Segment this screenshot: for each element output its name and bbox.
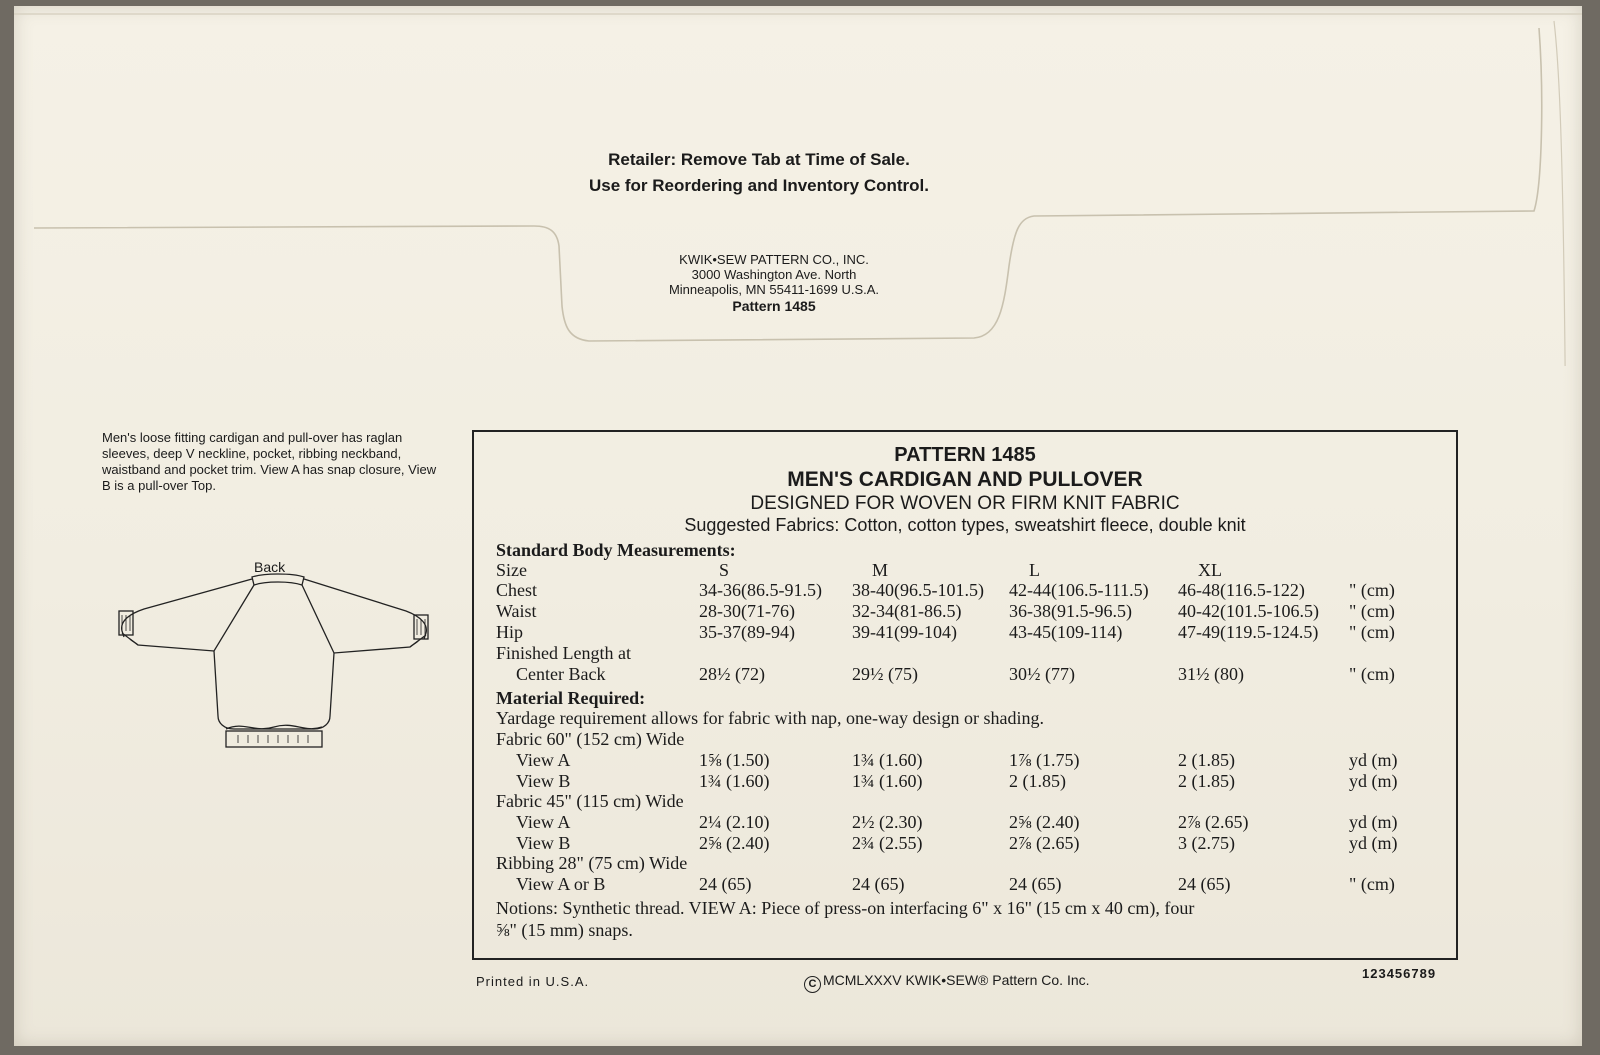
measurement-row [474,601,1456,622]
row-label: View B [516,771,571,791]
cell-unit: yd (m) [1349,833,1398,853]
fabric-type-note: DESIGNED FOR WOVEN OR FIRM KNIT FABRIC [750,493,1180,514]
pattern-title: PATTERN 1485 [894,444,1036,466]
cell-m: 1¾ (1.60) [852,750,923,770]
cell-xl: 46-48(116.5-122) [1178,580,1305,600]
cell-xl: 47-49(119.5-124.5) [1178,622,1319,642]
cell-unit: " (cm) [1349,601,1395,621]
size-l: L [1029,560,1040,580]
cell-l: 1⅞ (1.75) [1009,750,1080,770]
city-address: Minneapolis, MN 55411-1699 U.S.A. [668,282,880,297]
cell-l: 36-38(91.5-96.5) [1009,601,1132,621]
size-label: Size [496,560,527,580]
printed-in-note: Printed in U.S.A. [476,974,590,989]
cell-m: 39-41(99-104) [852,622,957,642]
row-label: View B [516,833,571,853]
cell-s: 2⅝ (2.40) [699,833,770,853]
cell-xl: 2 (1.85) [1178,771,1235,791]
garment-back-illustration [114,571,449,771]
row-label: Chest [496,580,538,600]
cell-unit: " (cm) [1349,580,1395,600]
cell-l: 2⅞ (2.65) [1009,833,1080,853]
cell-l: 24 (65) [1009,874,1062,894]
ribbing-heading: Ribbing 28" (75 cm) Wide [496,853,688,873]
cell-unit: yd (m) [1349,750,1398,770]
row-label: Hip [496,622,523,642]
notions-line-1: Notions: Synthetic thread. VIEW A: Piece of press-on interfacing 6" x 16" (15 cm x 40 cm), four [496,898,1195,918]
size-header-row [474,560,1456,581]
retailer-line-2: Use for Reordering and Inventory Control. [588,176,930,195]
suggested-fabrics: Suggested Fabrics: Cotton, cotton types, sweatshirt fleece, double knit [684,515,1246,535]
pattern-info-box [472,430,1458,960]
garment-description: Men's loose fitting cardigan and pull-over has raglan sleeves, deep V neckline, pocket, ribbing neckband, waistband and pocket trim. View A has snap closure, View B is a pull-over Top. [102,430,437,493]
cell-m: 24 (65) [852,874,905,894]
row-label: Center Back [516,664,606,684]
street-address: 3000 Washington Ave. North [691,267,857,282]
finished-length-label: Finished Length at [496,643,631,663]
cell-s: 28-30(71-76) [699,601,795,621]
row-label: View A [516,750,571,770]
cell-s: 2¼ (2.10) [699,812,770,832]
copyright-text: MCMLXXXV KWIK•SEW® Pattern Co. Inc. [823,972,1090,988]
cell-l: 2⅝ (2.40) [1009,812,1080,832]
cell-l: 42-44(106.5-111.5) [1009,580,1149,600]
cell-unit: " (cm) [1349,664,1395,684]
company-name: KWIK•SEW PATTERN CO., INC. [679,252,869,267]
cell-l: 2 (1.85) [1009,771,1066,791]
measurement-row [474,622,1456,643]
material-required-heading: Material Required: [496,688,646,708]
row-label: Waist [496,601,537,621]
size-s: S [719,560,730,580]
retailer-line-1: Retailer: Remove Tab at Time of Sale. [608,150,910,169]
cell-unit: " (cm) [1349,622,1395,642]
cell-s: 24 (65) [699,874,752,894]
cell-l: 43-45(109-114) [1009,622,1123,642]
cell-xl: 40-42(101.5-106.5) [1178,601,1319,621]
body-measurements-heading: Standard Body Measurements: [496,540,736,560]
fabric-60-heading: Fabric 60" (152 cm) Wide [496,729,685,749]
catalog-number: 123456789 [1362,966,1437,981]
cell-unit: yd (m) [1349,771,1398,791]
copyright-notice [804,972,1090,993]
cell-xl: 2 (1.85) [1178,750,1235,770]
envelope-back [14,6,1582,1046]
cell-m: 1¾ (1.60) [852,771,923,791]
cell-xl: 3 (2.75) [1178,833,1235,853]
cell-xl: 24 (65) [1178,874,1231,894]
cell-unit: yd (m) [1349,812,1398,832]
mailing-address [604,252,944,314]
yardage-row [474,833,1456,854]
cell-m: 2¾ (2.55) [852,833,923,853]
cell-m: 38-40(96.5-101.5) [852,580,984,600]
fabric-45-heading: Fabric 45" (115 cm) Wide [496,791,684,811]
cell-m: 2½ (2.30) [852,812,923,832]
yardage-row [474,812,1456,833]
row-label: View A or B [516,874,606,894]
cell-xl: 2⅞ (2.65) [1178,812,1249,832]
notions-line-2: ⅝" (15 mm) snaps. [496,920,633,940]
measurement-row [474,580,1456,601]
cell-s: 1⅝ (1.50) [699,750,770,770]
cell-l: 30½ (77) [1009,664,1075,684]
cell-m: 32-34(81-86.5) [852,601,962,621]
back-view-label: Back [254,559,286,575]
size-m: M [872,560,889,580]
yardage-row [474,874,1456,895]
size-xl: XL [1198,560,1222,580]
copyright-icon: C [804,976,821,993]
yardage-row [474,771,1456,792]
cell-s: 1¾ (1.60) [699,771,770,791]
cell-s: 34-36(86.5-91.5) [699,580,822,600]
yardage-row [474,750,1456,771]
pattern-subtitle: MEN'S CARDIGAN AND PULLOVER [787,468,1143,491]
row-label: View A [516,812,571,832]
retailer-notice [434,147,1084,199]
finished-length-row [474,664,1456,685]
cell-m: 29½ (75) [852,664,918,684]
cell-s: 28½ (72) [699,664,765,684]
yardage-note: Yardage requirement allows for fabric with nap, one-way design or shading. [496,708,1045,728]
address-pattern-number: Pattern 1485 [732,298,816,314]
cell-unit: " (cm) [1349,874,1395,894]
cell-s: 35-37(89-94) [699,622,795,642]
cell-xl: 31½ (80) [1178,664,1244,684]
